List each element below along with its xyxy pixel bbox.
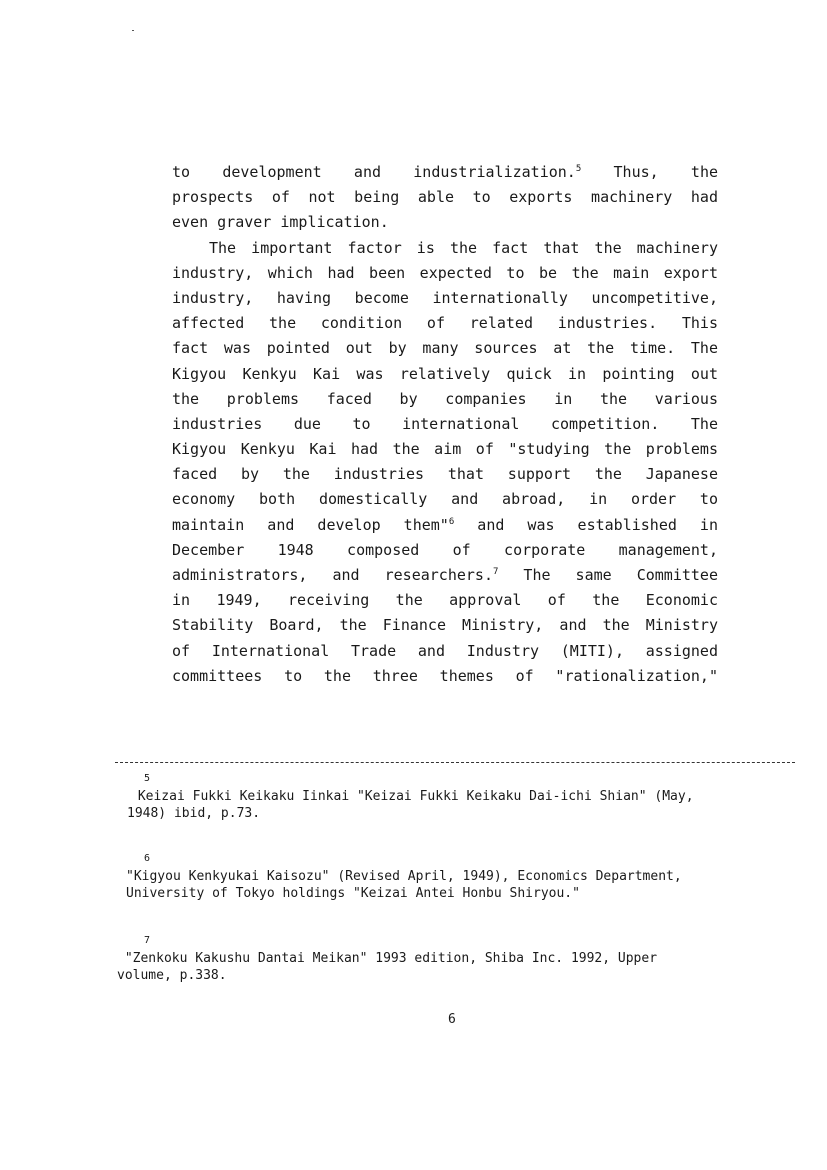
- text-line: Kigyou Kenkyu Kai was relatively quick in pointing out: [172, 364, 718, 383]
- text-line: fact was pointed out by many sources at the time. The: [172, 339, 718, 358]
- text-line: December 1948 composed of corporate management,: [172, 540, 718, 559]
- text-line: to development and industrialization.$^5$ Thus, the: [172, 163, 719, 181]
- text-line: committees to the three themes of "rationalization,": [172, 666, 718, 685]
- text-line: in 1949, receiving the approval of the Economic: [172, 591, 718, 610]
- text-line: industry, which had been expected to be the main export: [172, 263, 718, 282]
- scan-speck: [132, 30, 134, 31]
- footnote-number: 5: [144, 773, 151, 784]
- text-line: Kigyou Kenkyu Kai had the aim of "studying the problems: [172, 440, 718, 459]
- footnote-ref-5: 5: [575, 164, 582, 174]
- text-line: of International Trade and Industry (MITI), assigned: [172, 641, 718, 660]
- text-line: industries due to international competition. The: [172, 414, 718, 433]
- footnote-number: 6: [144, 853, 151, 864]
- body-text: [172, 160, 718, 689]
- text-line: The important factor is the fact that the machinery: [209, 238, 718, 257]
- text-line: economy both domestically and abroad, in order to: [172, 490, 718, 509]
- footnote-line: Keizai Fukki Keikaku Iinkai "Keizai Fukki Keikaku Dai-ichi Shian" (May,: [130, 789, 694, 804]
- text-line: Stability Board, the Finance Ministry, and the Ministry: [172, 616, 718, 635]
- page-number: 6: [448, 1012, 456, 1027]
- footnote-ref-7: 7: [492, 567, 499, 577]
- text-line: even graver implication.: [172, 213, 389, 232]
- text-line: the problems faced by companies in the various: [172, 389, 718, 408]
- footnote-ref-6: 6: [448, 516, 455, 527]
- footnote-line: volume, p.338.: [117, 968, 227, 983]
- footnote-separator: [115, 762, 795, 764]
- footnote-line: 1948) ibid, p.73.: [127, 806, 261, 821]
- text-line: affected the condition of related industries. This: [172, 314, 718, 333]
- text-line: administrators, and researchers.$^7$ The same Committee: [172, 566, 718, 584]
- text-line: faced by the industries that support the Japanese: [172, 465, 718, 484]
- text-line: industry, having become internationally uncompetitive,: [172, 288, 718, 307]
- text-line: prospects of not being able to exports machinery had: [172, 188, 718, 207]
- footnote-line: "Kigyou Kenkyukai Kaisozu" (Revised April, 1949), Economics Department,: [126, 869, 682, 884]
- footnote-line: University of Tokyo holdings "Keizai Antei Honbu Shiryou.": [126, 886, 580, 901]
- footnote-line: "Zenkoku Kakushu Dantai Meikan" 1993 edition, Shiba Inc. 1992, Upper: [117, 951, 658, 966]
- footnote-number: 7: [144, 935, 151, 946]
- text-line: maintain and develop them"$^6$ and was established in: [172, 515, 718, 534]
